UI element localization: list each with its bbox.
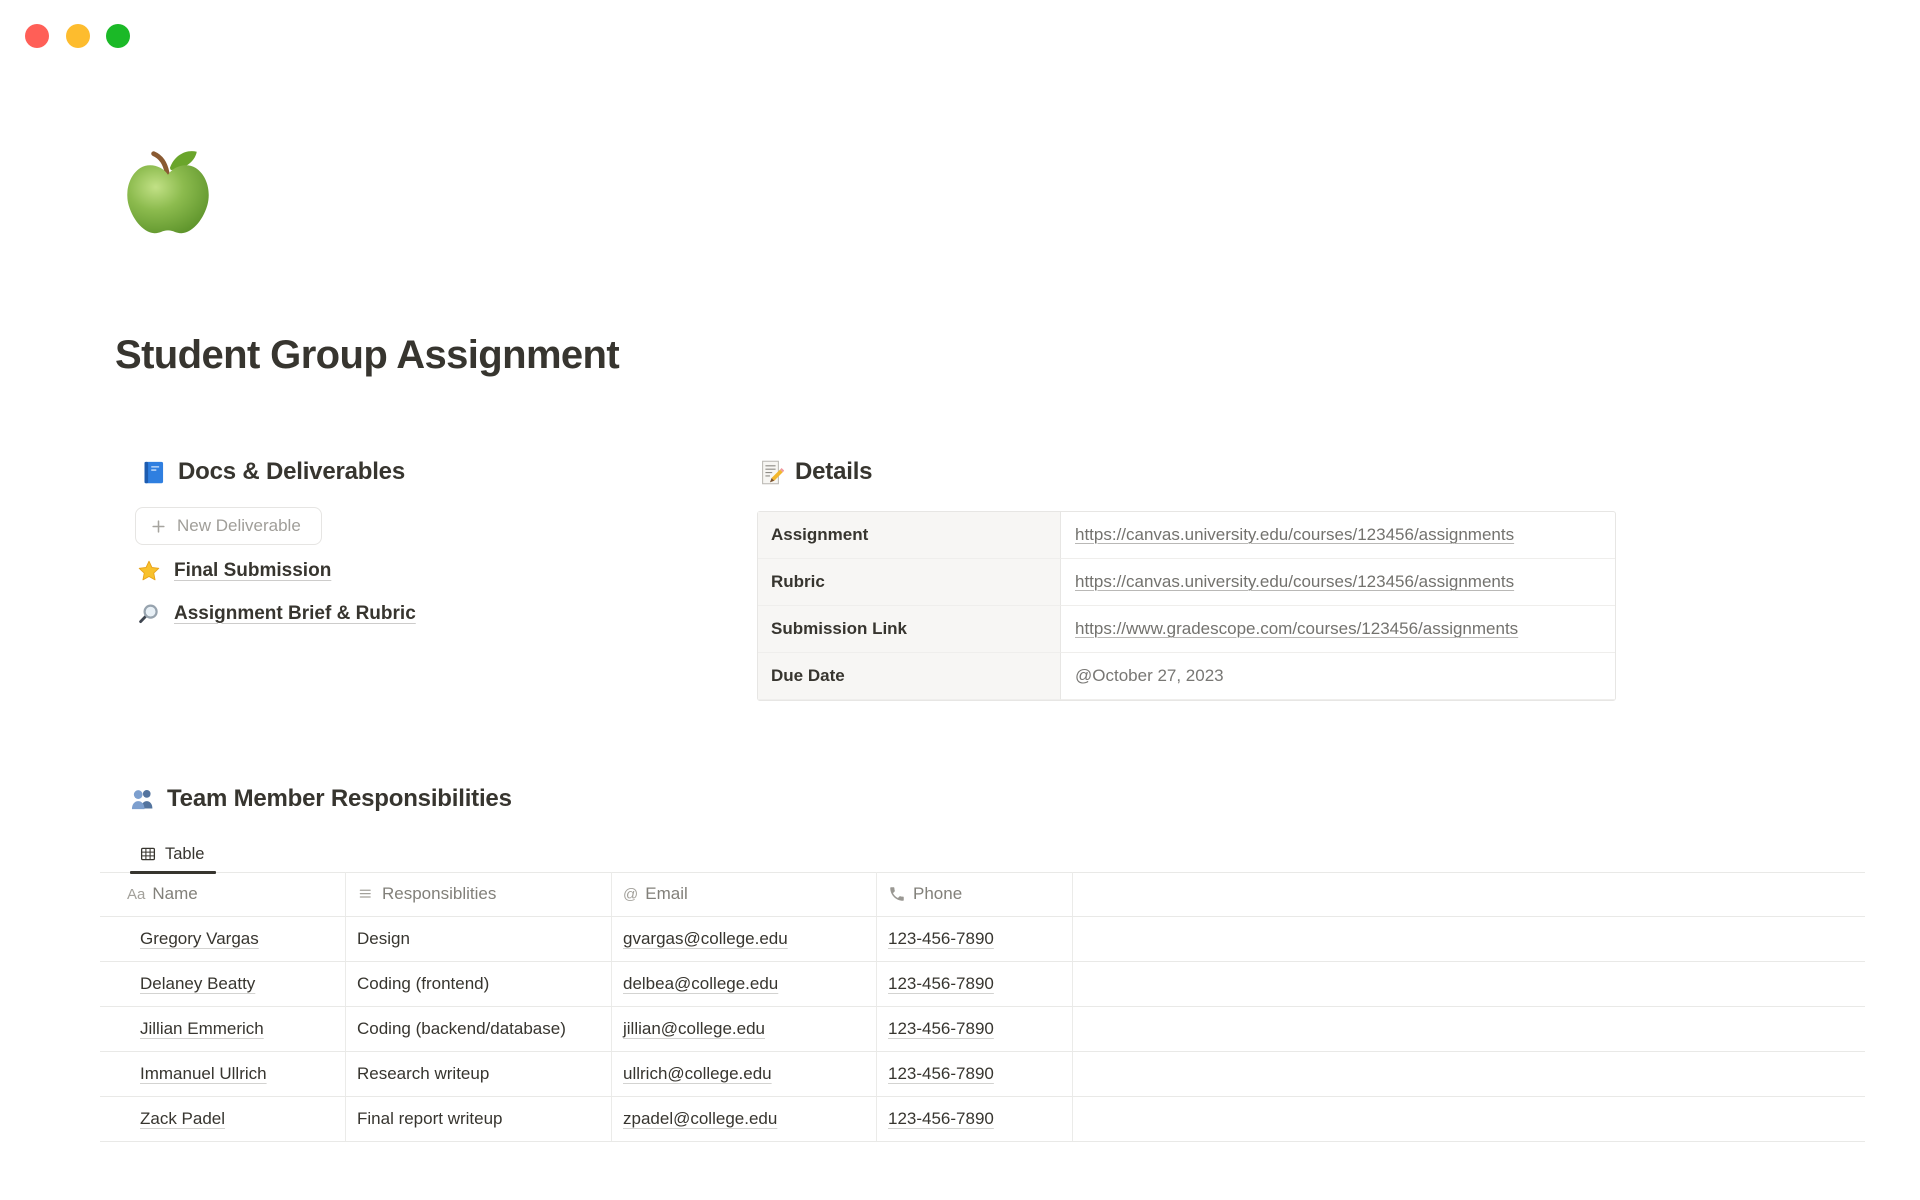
text-Aa-icon: Aa [127, 885, 146, 903]
due-date-mention[interactable]: @October 27, 2023 [1075, 666, 1224, 685]
assignment-brief-rubric-link-label: Assignment Brief & Rubric [174, 602, 416, 624]
member-name-link: Gregory Vargas [140, 929, 259, 948]
star-icon [137, 559, 161, 583]
final-submission-link-label: Final Submission [174, 559, 332, 581]
details-row-label: Rubric [758, 559, 1061, 606]
close-window-button[interactable] [25, 24, 49, 48]
email-link: zpadel@college.edu [623, 1109, 778, 1128]
email-link: ullrich@college.edu [623, 1064, 772, 1083]
phone-link: 123-456-7890 [888, 929, 994, 948]
blue-book-icon [140, 459, 167, 486]
table-row [100, 917, 1865, 962]
responsibilities-cell[interactable]: Final report writeup [346, 1097, 612, 1141]
row-empty-area [1073, 1007, 1865, 1051]
docs-deliverables-heading [140, 455, 405, 489]
team-responsibilities-heading [129, 782, 512, 816]
page-title[interactable]: Student Group Assignment [115, 333, 620, 377]
table-row [100, 962, 1865, 1007]
row-empty-area [1073, 1052, 1865, 1096]
magnifying-glass-icon [137, 602, 161, 626]
column-header-email[interactable]: @ Email [612, 872, 877, 916]
table-row [100, 1097, 1865, 1142]
lines-icon [357, 885, 375, 903]
member-name-link: Delaney Beatty [140, 974, 256, 993]
tab-table-view[interactable] [139, 836, 204, 872]
table-header-row [100, 872, 1865, 917]
email-link: jillian@college.edu [623, 1019, 766, 1038]
responsibilities-cell[interactable]: Research writeup [346, 1052, 612, 1096]
team-table [100, 872, 1865, 1142]
responsibilities-cell[interactable]: Coding (frontend) [346, 962, 612, 1006]
email-link: gvargas@college.edu [623, 929, 788, 948]
table-row [100, 1052, 1865, 1097]
new-deliverable-button[interactable] [135, 507, 322, 545]
email-link: delbea@college.edu [623, 974, 779, 993]
table-header-empty-area [1073, 872, 1865, 916]
zoom-window-button[interactable] [106, 24, 130, 48]
docs-deliverables-heading-label: Docs & Deliverables [178, 458, 405, 485]
view-tab-bar [100, 836, 1865, 873]
details-heading-label: Details [795, 458, 873, 485]
phone-link: 123-456-7890 [888, 1019, 994, 1038]
phone-receiver-icon [888, 885, 906, 903]
column-header-phone[interactable]: Phone [877, 872, 1073, 916]
member-name-link: Immanuel Ullrich [140, 1064, 267, 1083]
phone-link: 123-456-7890 [888, 1109, 994, 1128]
details-heading [757, 455, 872, 489]
two-busts-icon [129, 786, 156, 813]
row-empty-area [1073, 917, 1865, 961]
at-sign-icon: @ [623, 885, 639, 903]
new-deliverable-label: New Deliverable [177, 516, 301, 535]
row-empty-area [1073, 962, 1865, 1006]
column-header-responsibilities[interactable]: Responsiblities [346, 872, 612, 916]
rubric-url-link[interactable]: https://canvas.university.edu/courses/123456/assignments [1075, 572, 1515, 591]
details-table [757, 511, 1616, 701]
page-icon-green-apple-icon[interactable] [122, 146, 214, 238]
submission-url-link[interactable]: https://www.gradescope.com/courses/123456/assignments [1075, 619, 1519, 638]
details-row-label: Assignment [758, 512, 1061, 559]
plus-icon [150, 518, 167, 535]
page-link-assignment-brief-rubric[interactable] [137, 595, 416, 632]
assignment-url-link[interactable]: https://canvas.university.edu/courses/123456/assignments [1075, 525, 1515, 544]
row-empty-area [1073, 1097, 1865, 1141]
tab-table-label: Table [165, 844, 205, 863]
phone-link: 123-456-7890 [888, 974, 994, 993]
minimize-window-button[interactable] [66, 24, 90, 48]
phone-link: 123-456-7890 [888, 1064, 994, 1083]
responsibilities-cell[interactable]: Design [346, 917, 612, 961]
member-name-link: Zack Padel [140, 1109, 226, 1128]
team-responsibilities-heading-label: Team Member Responsibilities [167, 785, 512, 812]
details-row-label: Submission Link [758, 606, 1061, 653]
table-grid-icon [139, 845, 157, 863]
responsibilities-cell[interactable]: Coding (backend/database) [346, 1007, 612, 1051]
details-row-label: Due Date [758, 653, 1061, 700]
table-row [100, 1007, 1865, 1052]
page-link-final-submission[interactable] [137, 552, 331, 589]
column-header-name[interactable]: Aa Name [100, 872, 346, 916]
member-name-link: Jillian Emmerich [140, 1019, 264, 1038]
memo-pencil-icon [757, 459, 784, 486]
